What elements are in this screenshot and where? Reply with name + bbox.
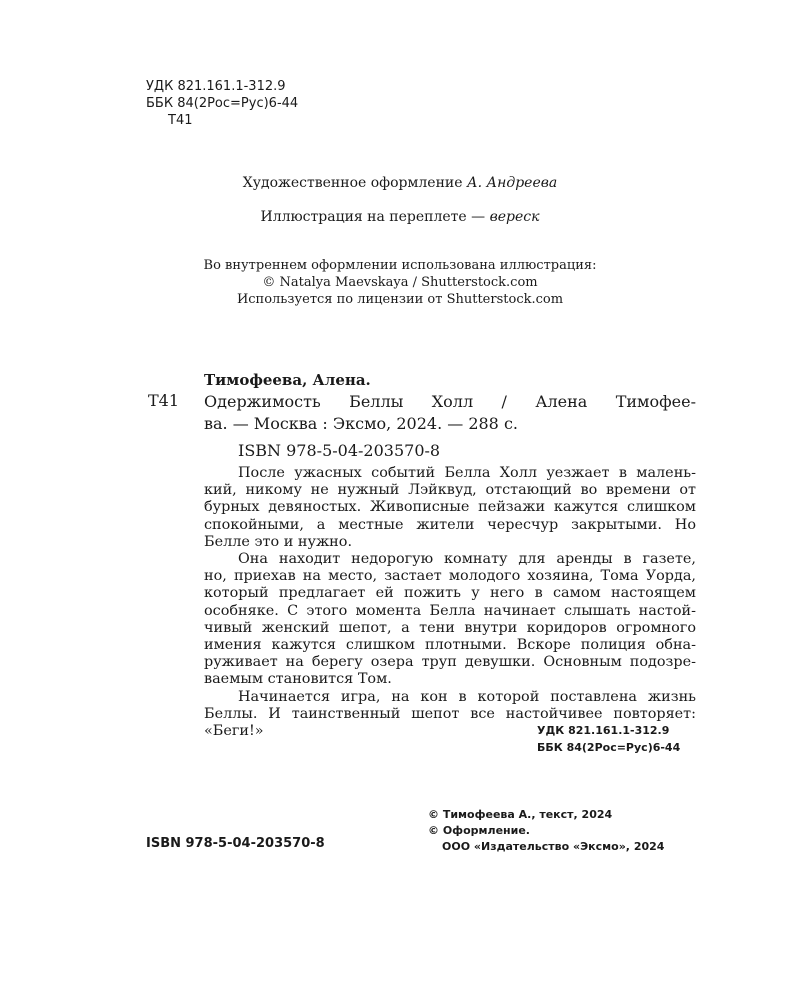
- annotation-line: спокойными, а местные жители чересчур закрытыми. Но: [204, 516, 696, 533]
- udk-code: УДК 821.161.1-312.9: [146, 79, 286, 94]
- copyright-design: © Оформление.: [428, 824, 530, 837]
- bbk-code: ББК 84(2Рос=Рус)6-44: [146, 96, 299, 111]
- inner-credit-line-2: © Natalya Maevskaya / Shutterstock.com: [262, 275, 538, 290]
- annotation-line: «Беги!»: [204, 723, 264, 740]
- footer-bbk-code: ББК 84(2Рос=Рус)6-44: [537, 741, 681, 754]
- copyright-text: © Тимофеева А., текст, 2024: [428, 808, 613, 821]
- bibliographic-description: [204, 391, 696, 435]
- cover-credit-value: вереск: [489, 209, 540, 225]
- annotation-line: который предлагает ей пожить у него в самом настоящем: [204, 585, 696, 602]
- annotation: [204, 465, 696, 740]
- isbn-main: ISBN 978-5-04-203570-8: [238, 441, 441, 460]
- annotation-paragraph-2: [204, 551, 696, 689]
- bibliographic-code: Т41: [148, 391, 180, 410]
- author-mark: Т41: [168, 113, 193, 128]
- annotation-line: Белле это и нужно.: [204, 533, 353, 550]
- annotation-line: ваемым становится Том.: [204, 671, 392, 688]
- inner-credit-line-3: Используется по лицензии от Shutterstock.com: [236, 292, 564, 307]
- annotation-paragraph-1: [204, 465, 696, 551]
- annotation-line: кий, никому не нужный Лэйквуд, отстающий во времени от: [204, 482, 696, 499]
- annotation-line: Начинается игра, на кон в которой поставлена жизнь: [238, 688, 696, 705]
- annotation-line: особняке. С этого момента Белла начинает слышать настой-: [204, 602, 696, 619]
- annotation-line: имения кажутся слишком плотными. Вскоре полиция обна-: [204, 637, 696, 654]
- inner-illustration-credit: [0, 257, 800, 308]
- annotation-line: Она находит недорогую комнату для аренды в газете,: [238, 551, 696, 568]
- annotation-line: но, приехав на место, застает молодого хозяина, Тома Уорда,: [204, 568, 696, 585]
- annotation-line: После ужасных событий Белла Холл уезжает в малень-: [238, 465, 696, 481]
- title-line-1: Одержимость Беллы Холл / Алена Тимофее-: [204, 392, 696, 411]
- header-classification-codes: [146, 78, 298, 129]
- annotation-line: руживает на берегу озера труп девушки. Основным подозре-: [204, 654, 696, 671]
- footer-udk-code: УДК 821.161.1-312.9: [537, 724, 670, 737]
- isbn-bottom: ISBN 978-5-04-203570-8: [146, 836, 325, 851]
- book-author: Тимофеева, Алена.: [204, 371, 371, 389]
- copyright-publisher: ООО «Издательство «Эксмо», 2024: [442, 840, 665, 853]
- design-credit: [0, 175, 800, 191]
- annotation-line: Беллы. И таинственный шепот все настойчивее повторяет:: [204, 705, 696, 722]
- design-credit-label: Художественное оформление: [242, 175, 467, 191]
- cover-credit-label: Иллюстрация на переплете —: [260, 209, 490, 225]
- cover-illustration-credit: [0, 209, 800, 225]
- design-credit-name: А. Андреева: [467, 175, 558, 191]
- inner-credit-line-1: Во внутреннем оформлении использована иллюстрация:: [203, 258, 597, 273]
- copyright-block: [428, 807, 664, 855]
- annotation-line: бурных девяностых. Живописные пейзажи кажутся слишком: [204, 499, 696, 516]
- title-line-2: ва. — Москва : Эксмо, 2024. — 288 с.: [204, 414, 518, 433]
- annotation-line: чивый женский шепот, а тени внутри коридоров огромного: [204, 619, 696, 636]
- footer-classification-codes: [537, 722, 680, 756]
